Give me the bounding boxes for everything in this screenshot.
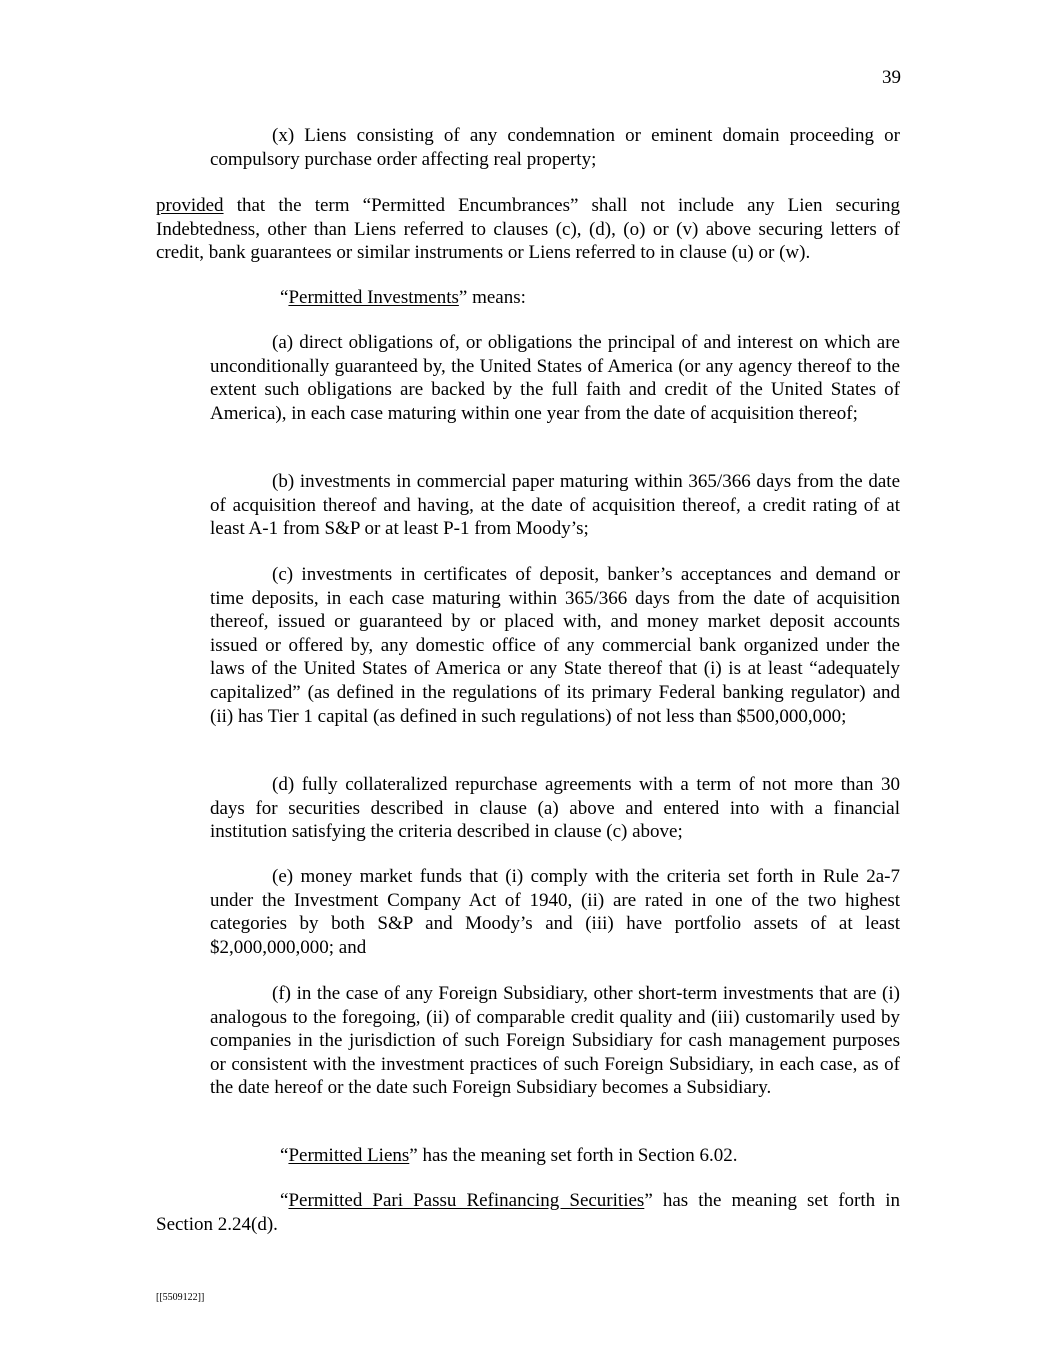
proviso-paragraph: [156, 194, 900, 265]
clause-x-text: (x) Liens consisting of any condemnation or eminent domain proceeding or compulsory purchase order affecting real property;: [210, 125, 900, 170]
clause-c-text: (c) investments in certificates of deposit, banker’s acceptances and demand or time deposits, in each case maturing within 365/366 days from the date of acquisition thereof, issued or guaranteed by or placed with, and money market deposit accounts issued or offered by, any domestic office of any commercial bank organized under the laws of the United States of America or any State thereof that (i) is at least “adequately capitalized” (as defined in the regulations of its primary Federal banking regulator) and (ii) has Tier 1 capital (as defined in such regulations) of not less than $500,000,000;: [210, 564, 900, 727]
proviso-text: that the term “Permitted Encumbrances” shall not include any Lien securing Indebtedness, other than Liens referred to clauses (c), (d), (o) or (v) above securing letters of credit, bank guarantees or similar instruments or Liens referred to in clause (u) or (w).: [156, 195, 900, 264]
investment-clause-f: [210, 982, 900, 1100]
investment-clause-a: [210, 331, 900, 425]
definition-permitted-liens: [156, 1144, 900, 1168]
defined-term: Permitted Investments: [288, 287, 459, 308]
investment-clause-b: [210, 470, 900, 541]
investment-clause-e: [210, 865, 900, 959]
clause-f-text: (f) in the case of any Foreign Subsidiary, other short-term investments that are (i) analogous to the foregoing, (ii) of comparable credit quality and (iii) customarily used by companies in the jurisdiction of such Foreign Subsidiary for cash management purposes or consistent with the investment practices of such Foreign Subsidiary, in each case, as of the date hereof or the date such Foreign Subsidiary becomes a Subsidiary.: [210, 983, 900, 1099]
defined-term: Permitted Pari Passu Refinancing Securities: [288, 1190, 645, 1211]
definition-rest: ” has the meaning set forth in Section 6.02.: [409, 1145, 738, 1166]
open-quote: “: [280, 1190, 289, 1211]
document-id-footer: [[5509122]]: [156, 1292, 205, 1303]
page-number: 39: [882, 67, 901, 88]
clause-d-text: (d) fully collateralized repurchase agreements with a term of not more than 30 days for securities described in clause (a) above and entered into with a financial institution satisfying the criteria described in clause (c) above;: [210, 774, 900, 843]
definition-pari-passu-refinancing: [156, 1189, 900, 1236]
investment-clause-d: [210, 773, 900, 844]
clause-b-text: (b) investments in commercial paper maturing within 365/366 days from the date of acquisition thereof and having, at the date of acquisition thereof, a credit rating of at least A-1 from S&P or at least P-1 from Moody’s;: [210, 471, 900, 540]
clause-x: [210, 124, 900, 171]
open-quote: “: [280, 287, 289, 308]
clause-e-text: (e) money market funds that (i) comply with the criteria set forth in Rule 2a-7 under the Investment Company Act of 1940, (ii) are rated in one of the two highest categories by both S&P and Moody’s and (iii) have portfolio assets of at least $2,000,000,000; and: [210, 866, 900, 958]
definition-permitted-investments: [156, 286, 900, 310]
definition-rest: ” has the meaning set forth in Section 2.24(d).: [156, 1190, 900, 1235]
defined-term: Permitted Liens: [288, 1145, 410, 1166]
definition-rest: ” means:: [458, 287, 526, 308]
open-quote: “: [280, 1145, 289, 1166]
investment-clause-c: [210, 563, 900, 728]
clause-a-text: (a) direct obligations of, or obligations the principal of and interest on which are unconditionally guaranteed by, the United States of America (or any agency thereof to the extent such obligations are backed by the full faith and credit of the United States of America), in each case maturing within one year from the date of acquisition thereof;: [210, 332, 900, 424]
proviso-lead: provided: [156, 195, 224, 216]
